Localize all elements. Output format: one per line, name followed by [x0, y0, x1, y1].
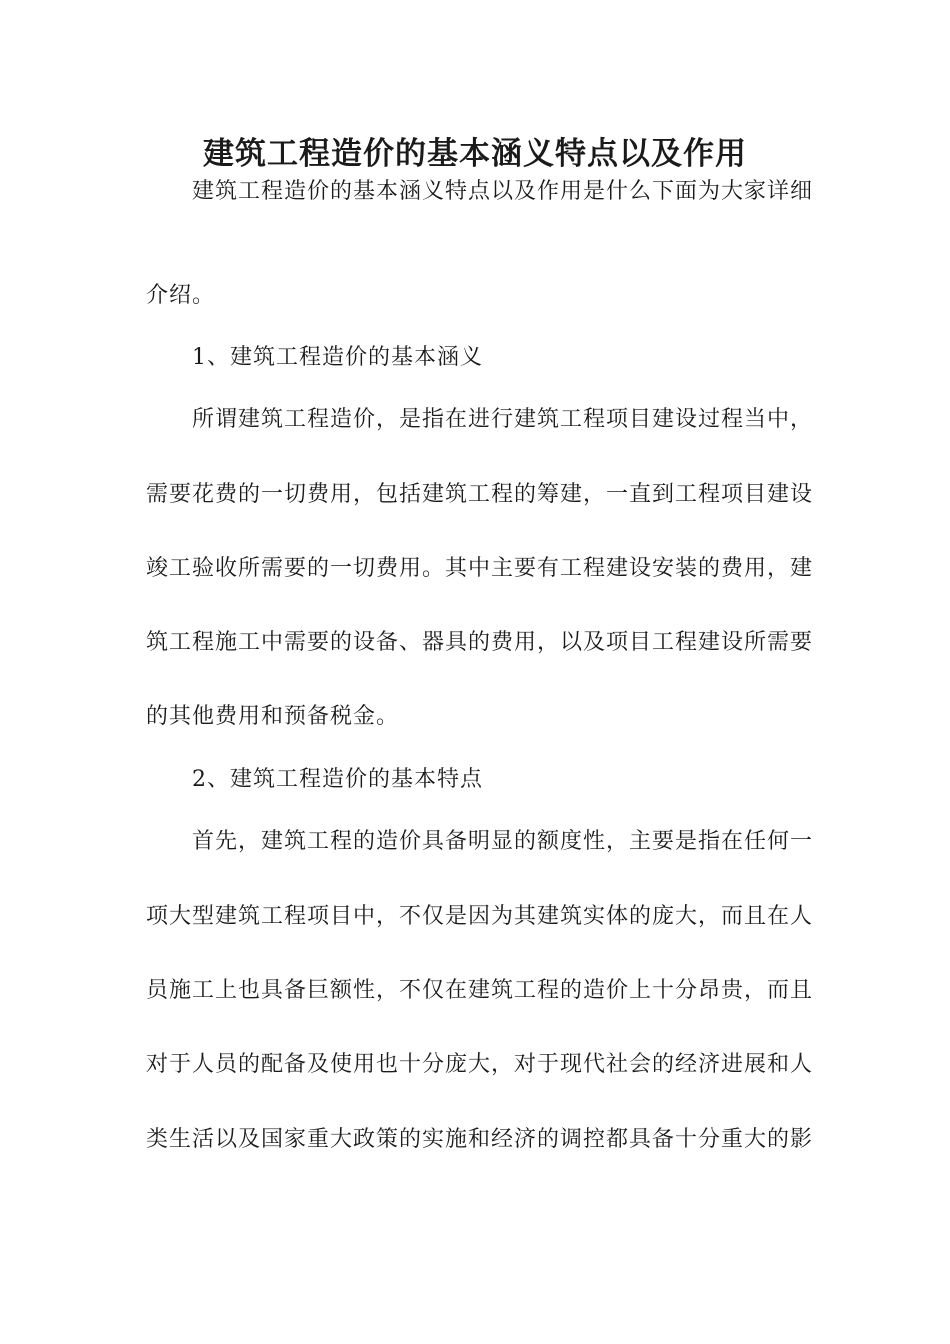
paragraph-features-line-1: 首先，建筑工程的造价具备明显的额度性，主要是指在任何一	[192, 829, 814, 854]
paragraph-features-line-3: 员施工上也具备巨额性，不仅在建筑工程的造价上十分昂贵，而且	[146, 978, 814, 1003]
paragraph-features-line-2: 项大型建筑工程项目中，不仅是因为其建筑实体的庞大，而且在人	[146, 904, 814, 929]
section-heading-2: 2、建筑工程造价的基本特点	[192, 767, 483, 792]
paragraph-definition-line-3: 竣工验收所需要的一切费用。其中主要有工程建设安装的费用，建	[146, 556, 814, 581]
paragraph-definition-line-2: 需要花费的一切费用，包括建筑工程的筹建，一直到工程项目建设	[146, 482, 814, 507]
paragraph-intro-line-2: 介绍。	[146, 283, 216, 308]
paragraph-definition-line-5: 的其他费用和预备税金。	[146, 704, 400, 729]
paragraph-definition-line-4: 筑工程施工中需要的设备、器具的费用，以及项目工程建设所需要	[146, 630, 814, 655]
paragraph-intro-line-1: 建筑工程造价的基本涵义特点以及作用是什么下面为大家详细	[192, 179, 814, 204]
document-title: 建筑工程造价的基本涵义特点以及作用	[203, 136, 747, 172]
paragraph-features-line-5: 类生活以及国家重大政策的实施和经济的调控都具备十分重大的影	[146, 1127, 814, 1152]
section-heading-1: 1、建筑工程造价的基本涵义	[192, 345, 483, 370]
paragraph-definition-line-1: 所谓建筑工程造价，是指在进行建筑工程项目建设过程当中，	[192, 407, 814, 432]
paragraph-features-line-4: 对于人员的配备及使用也十分庞大，对于现代社会的经济进展和人	[146, 1052, 814, 1077]
